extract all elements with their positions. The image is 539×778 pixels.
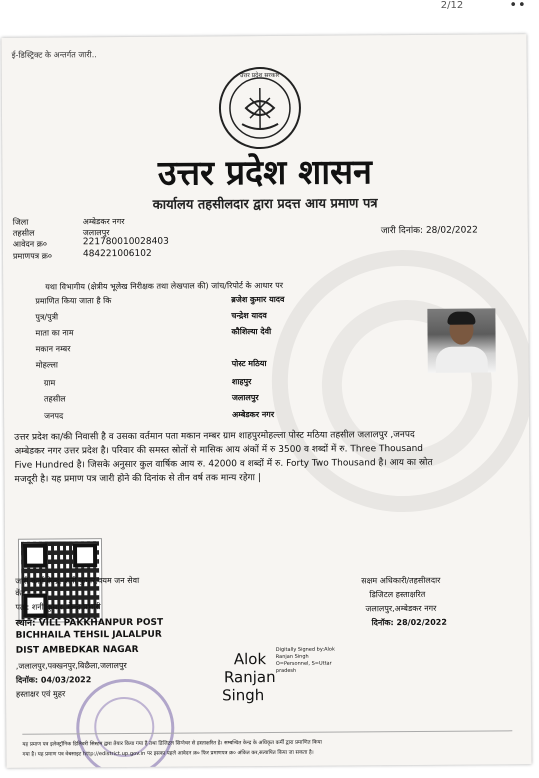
field-value-locality: पोस्ट मठिया	[231, 358, 267, 369]
field-label-district: जिला	[12, 217, 29, 227]
footer-line: यह प्रमाण पत्र इलेक्ट्रॉनिक डिलिवरी सिस्टम द्वारा तैयार किया गया है तथा डिजिटल सिग्नेचर से हस्ताक्षरित है। सम्बन्धित केन्द्र के अधिकृत कर्मी द्वारा प्रमाणित किया	[22, 739, 322, 748]
signature-meta: pradesh	[275, 667, 297, 674]
field-label-person-district: जनपद	[44, 411, 64, 421]
field-label-locality: मोहल्ला	[35, 360, 58, 370]
authority-line: दिनॉक: 28/02/2022	[371, 617, 447, 628]
field-value-tehsil: जलालपुर	[82, 228, 110, 238]
issuer-line: हस्ताक्षर एवं मुहर	[16, 689, 66, 699]
footer-line: गया है। यह प्रमाण पत्र वेबसाइट http://edistrict.up.gov.in पर इसका पहले आवेदन क्र० फिर प्रमाणपत्र क्र० अंकित कर,सत्यापित किया जा सकता है।	[22, 749, 314, 758]
applicant-name: ब्रजेश कुमार यादव	[231, 294, 285, 305]
viewer-topbar	[0, 0, 539, 34]
field-value-person-tehsil: जलालपुर	[231, 393, 259, 403]
issuer-line: दिनॉक: 04/03/2022	[15, 675, 92, 685]
field-label-parent: पुत्र/पुत्री	[35, 312, 59, 322]
authority-line: सक्षम अधिकारी/तहसीलदार	[361, 575, 441, 586]
body-line: अम्बेडकर नगर उत्तर प्रदेश है। परिवार की समस्त स्रोतों से मासिक आय अंकों में रु 3500 व शब्दों में रु. Three Thousand	[14, 443, 424, 457]
field-value-parent: चन्द्रेश यादव	[231, 310, 267, 321]
issuer-line: DIST AMBEDKAR NAGAR	[15, 644, 139, 656]
signature-last-name: Singh	[221, 686, 265, 705]
issue-date: जारी दिनांक: 28/02/2022	[380, 225, 478, 237]
field-label-mother: माता का नाम	[35, 328, 74, 338]
field-value-district: अम्बेडकर नगर	[82, 216, 125, 227]
issuer-line: जारी कर्ता केन्द्र: शनी कुमार,वयम जन सेवा	[15, 575, 140, 586]
signature-meta: Digitally Signed by:Alok	[275, 646, 335, 653]
certificate-subtitle: कार्यालय तहसीलदार द्वारा प्रदत्त आय प्रमाण पत्र	[152, 196, 378, 213]
top-note: ई-डिस्ट्रिक्ट के अन्तर्गत जारी..	[11, 50, 97, 60]
field-label-person-tehsil: तहसील	[43, 394, 66, 404]
issuer-line: ,जलालपुर,पक्खनपुर,बिछैला,जलालपुर	[15, 660, 127, 671]
issuer-line: पता: शनी कुमार, केन्द्र प्रभारी	[15, 602, 101, 612]
authority-line: डिजिटल हस्ताक्षरित	[369, 589, 426, 600]
issuer-line: BICHHAILA TEHSIL JALALPUR	[15, 629, 162, 641]
authority-line: जलालपुर,अम्बेडकर नगर	[365, 603, 437, 614]
certify-label: प्रमाणित किया जाता है कि	[35, 296, 112, 306]
field-label-tehsil: तहसील	[12, 228, 35, 238]
more-options-icon[interactable]: ••	[509, 0, 527, 13]
field-label-village: ग्राम	[43, 378, 56, 388]
svg-text:उत्तर प्रदेश सरकार: उत्तर प्रदेश सरकार	[239, 71, 280, 80]
field-value-certificate-no: 484221006102	[82, 248, 152, 260]
signature-meta: O=Personnel, S=Uttar	[275, 660, 332, 667]
certificate-page	[1, 34, 531, 768]
up-government-emblem-icon	[216, 64, 305, 153]
field-value-application-no: 221780010028403	[82, 236, 169, 248]
field-label-application-no: आवेदन क्र०	[12, 239, 48, 249]
signature-middle-name: Ranjan	[223, 667, 276, 687]
body-line: Five Hundred है। जिसके अनुसार कुल वार्षिक आय रु. 42000 व शब्दों में रु. Forty Two Thousand है। आय का स्रोत	[14, 457, 433, 471]
signature-meta: Ranjan Singh	[275, 653, 309, 660]
signature-first-name: Alok	[233, 650, 267, 669]
field-value-mother: कौशिल्या देवी	[231, 326, 272, 337]
field-label-house-no: मकान नम्बर	[35, 344, 71, 354]
field-label-certificate-no: प्रमाणपत्र क्र०	[12, 251, 53, 261]
field-value-person-district: अम्बेडकर नगर	[232, 409, 275, 420]
body-line: उत्तर प्रदेश का/की निवासी है व उसका वर्तमान पता मकान नम्बर ग्राम शाहपुरमोहल्ला पोस्ट मठिया तहसील जलालपुर ,जनपद	[14, 429, 415, 443]
certificate-title: उत्तर प्रदेश शासन	[157, 152, 373, 194]
issuer-line: स्थान: VILL PAKKHANPUR POST	[15, 617, 164, 629]
intro-line: यथा विभागीय (क्षेत्रीय भूलेख निरीक्षक तथा लेखपाल की) जांच/रिपोर्ट के आधार पर	[45, 280, 284, 292]
issuer-line: केंद्र	[15, 588, 26, 598]
applicant-photo	[427, 308, 495, 372]
body-line: मजदूरी है। यह प्रमाण पत्र जारी होने की दिनांक से तीन वर्ष तक मान्य रहेगा |	[14, 473, 261, 485]
digital-signature	[221, 646, 354, 708]
page-indicator[interactable]: 2/12	[440, 0, 464, 11]
field-value-village: शाहपुर	[231, 377, 252, 387]
